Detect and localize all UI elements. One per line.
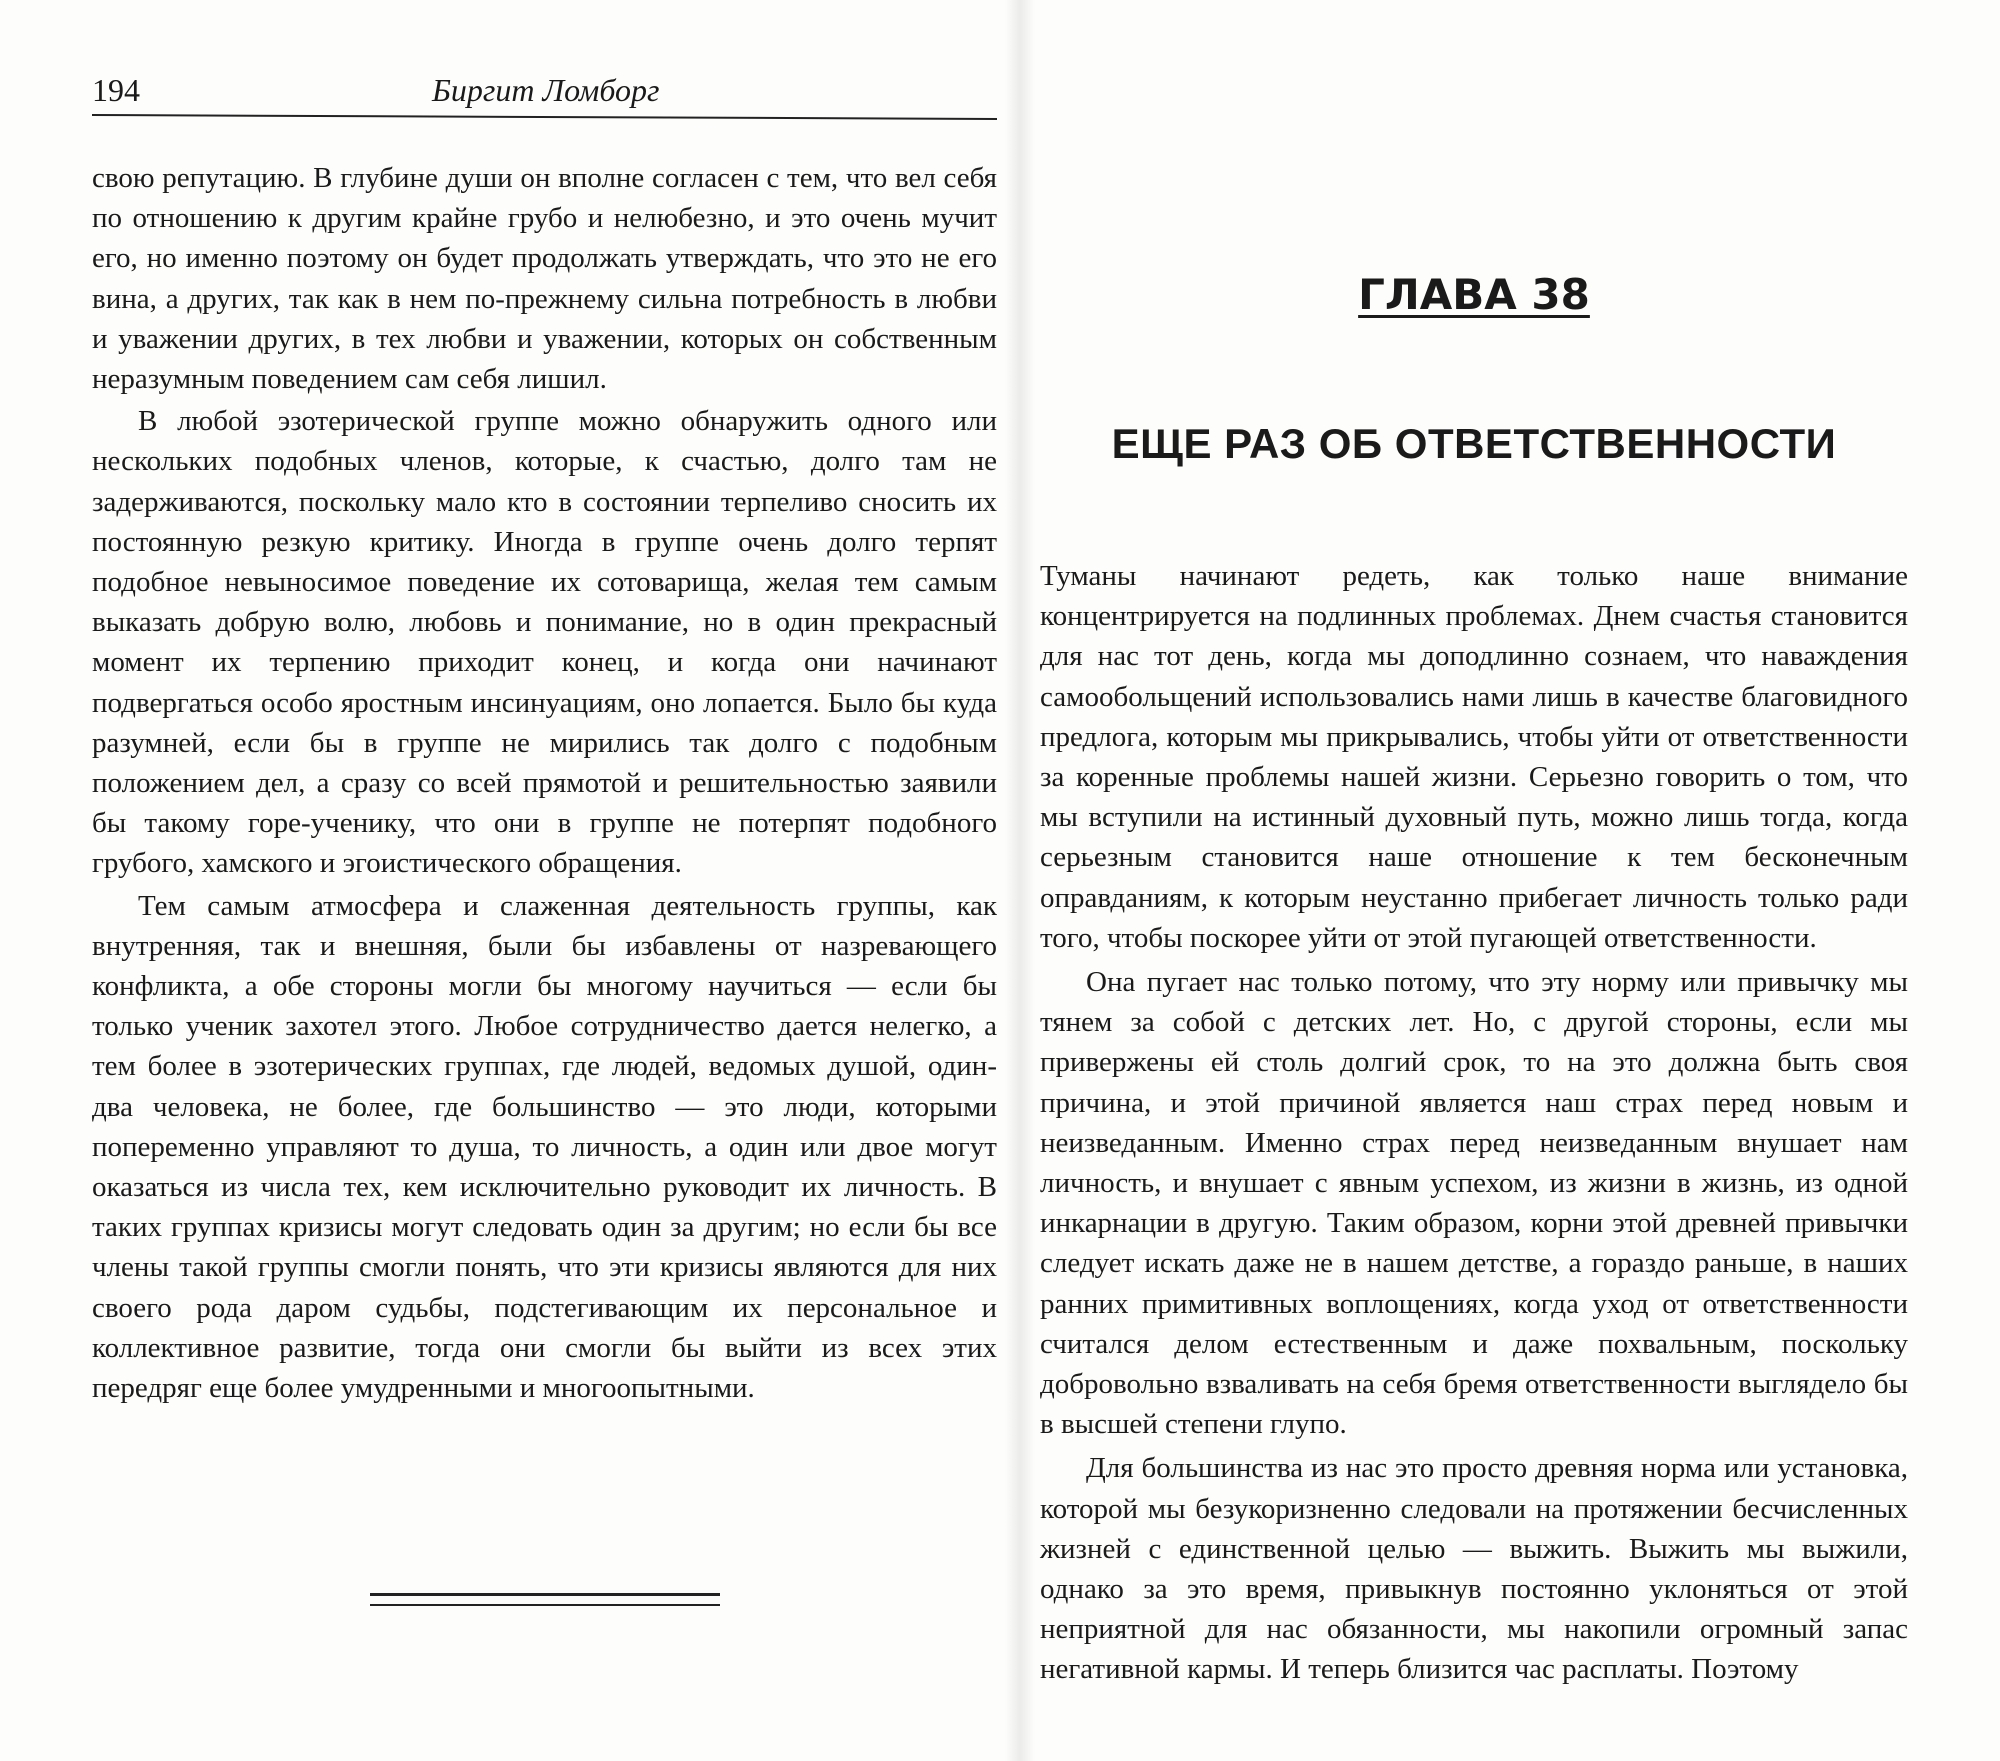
section-end-rule bbox=[370, 1593, 720, 1606]
page-number: 194 bbox=[92, 72, 140, 108]
right-page-text bbox=[1040, 556, 1908, 1690]
left-page bbox=[92, 60, 997, 1405]
chapter-title: ЕЩЕ РАЗ ОБ ОТВЕТСТВЕННОСТИ bbox=[1111, 420, 1837, 467]
chapter-number bbox=[1040, 270, 1908, 319]
paragraph: Туманы начинают редеть, как только наше внимание концентрируется на подлинных проблемах. Днем счастья становится для нас тот день, когда мы доподлинно сознаем, что наваждения самообольщений использовались нами лишь в качестве благовидного предлога, которым мы прикрывались, чтобы уйти от ответственности за коренные проблемы нашей жизни. Серьезно говорить о том, что мы вступили на истинный духовный путь, можно лишь тогда, когда серьезным становится наше отношение к тем бесконечным оправданиям, к которым неустанно прибегает личность только ради того, чтобы поскорее уйти от этой пугающей ответственности. bbox=[1040, 560, 1908, 954]
running-title: Биргит Ломборг bbox=[432, 72, 660, 108]
paragraph: В любой эзотерической группе можно обнаружить одного или нескольких подобных членов, которые, к счастью, долго там не задерживаются, поскольку мало кто в состоянии терпеливо сносить их постоянную резкую критику. Иногда в группе очень долго терпят подобное невыносимое поведение их сотоварища, желая тем самым выказать добрую волю, любовь и понимание, но в один прекрасный момент их терпению приходит конец, и когда они начинают подвергаться особо яростным инсинуациям, оно лопается. Было бы куда разумней, если бы в группе не мирились так долго с подобным положением дел, а сразу со всей прямотой и решительностью заявили бы такому горе-ученику, что они в группе не потерпят подобного грубого, хамского и эгоистического обращения. bbox=[92, 405, 997, 880]
left-page-text bbox=[92, 158, 997, 1408]
right-page bbox=[1040, 0, 1908, 1761]
book-gutter bbox=[1005, 0, 1035, 1761]
paragraph: Для большинства из нас это просто древняя норма или установка, которой мы безукоризненно следовали на протяжении бесчисленных жизней с единственной целью — выжить. Выжить мы выжили, однако за это время, привыкнув постоянно уклоняться от этой неприятной для нас обязанности, мы накопили огромный запас негативной кармы. И теперь близится час расплаты. Поэтому bbox=[1040, 1452, 1908, 1686]
chapter-number-label: ГЛАВА 38 bbox=[1358, 270, 1590, 319]
paragraph: Она пугает нас только потому, что эту норму или привычку мы тянем за собой с детских лет. Но, с другой стороны, если мы привержены ей столь долгий срок, то на это должна быть своя причина, и этой причиной является наш страх перед новым и неизведанным. Именно страх перед неизведанным внушает нам личность, и внушает с явным успехом, из жизни в жизнь, из одной инкарнации в другую. Таким образом, корни этой древней привычки следует искать даже не в нашем детстве, а гораздо раньше, в наших ранних примитивных воплощениях, когда уход от ответственности считался делом естественным и даже похвальным, поскольку добровольно взваливать на себя бремя ответственности выглядело бы в высшей степени глупо. bbox=[1040, 966, 1908, 1441]
paragraph: свою репутацию. В глубине души он вполне согласен с тем, что вел себя по отношению к другим крайне грубо и нелюбезно, и это очень мучит его, но именно поэтому он будет продолжать утверждать, что это не его вина, а других, так как в нем по-прежнему сильна потребность в любви и уважении других, в тех любви и уважении, которых он собственным неразумным поведением сам себя лишил. bbox=[92, 162, 997, 396]
header-rule bbox=[92, 114, 997, 120]
paragraph: Тем самым атмосфера и слаженная деятельность группы, как внутренняя, так и внешняя, были бы избавлены от назревающего конфликта, а обе стороны могли бы многому научиться — если бы только ученик захотел этого. Любое сотрудничество дается нелегко, а тем более в эзотерических группах, где людей, ведомых душой, один-два человека, не более, где большинство — это люди, которыми попеременно управляют то душа, то личность, а один или двое могут оказаться из числа тех, кем исключительно руководит их личность. В таких группах кризисы могут следовать один за другим; но если бы все члены такой группы смогли понять, что эти кризисы являются для них своего рода даром судьбы, подстегивающим их персональное и коллективное развитие, тогда они смогли бы выйти из всех этих передряг еще более умудренными и многоопытными. bbox=[92, 889, 997, 1405]
running-head bbox=[92, 60, 997, 114]
